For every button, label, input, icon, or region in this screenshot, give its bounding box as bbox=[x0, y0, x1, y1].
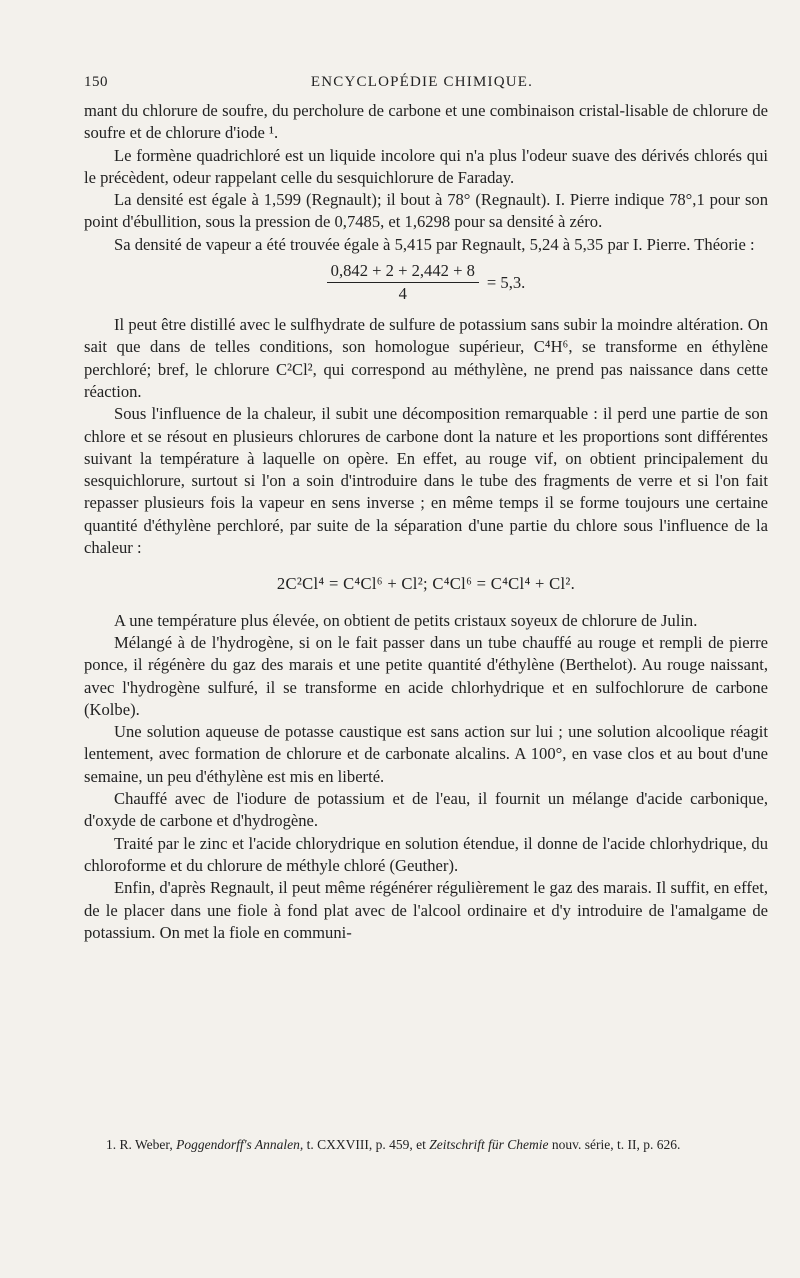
paragraph: mant du chlorure de soufre, du percholure de carbone et une combinaison cristal-lisable de chlorure de soufre et de chlorure d'iode ¹. bbox=[84, 101, 768, 143]
footnote-number: 1. bbox=[106, 1137, 117, 1152]
fraction-result: = 5,3. bbox=[486, 272, 526, 292]
paragraph: Enfin, d'après Regnault, il peut même régénérer régulièrement le gaz des marais. Il suffit, en effet, de le placer dans une fiole à fond plat avec de l'alcool ordinaire et d'y introduire de l'amalgame de potassium. On met la fiole en communi- bbox=[84, 878, 768, 942]
fraction bbox=[327, 261, 479, 305]
paragraph: Il peut être distillé avec le sulfhydrate de sulfure de potassium sans subir la moindre altération. On sait que dans de telles conditions, son homologue supérieur, C⁴H⁶, se transforme en éthylène perchloré; bref, le chlorure C²Cl², qui correspond au méthylène, ne prend pas naissance dans cette réaction. bbox=[84, 315, 768, 401]
page-number: 150 bbox=[84, 74, 108, 90]
fraction-numerator: 0,842 + 2 + 2,442 + 8 bbox=[327, 261, 479, 283]
footnote-author: R. Weber, bbox=[119, 1137, 173, 1152]
paragraph: La densité est égale à 1,599 (Regnault); il bout à 78° (Regnault). I. Pierre indique 78°,1 pour son point d'ébullition, sous la pression de 0,7485, et 1,6298 pour sa densité à zéro. bbox=[84, 190, 768, 232]
paragraph: Traité par le zinc et l'acide chlorydrique en solution étendue, il donne de l'acide chlorhydrique, du chloroforme et du chlorure de méthyle chloré (Geuther). bbox=[84, 833, 768, 875]
footnote-journal: Poggendorff's Annalen, bbox=[176, 1137, 304, 1152]
paragraph: Mélangé à de l'hydrogène, si on le fait passer dans un tube chauffé au rouge et rempli de pierre ponce, il régénère du gaz des marais et une petite quantité d'éthylène (Berthelot). Au rouge naissant, avec l'hydrogène sulfuré, il se transforme en acide chlorhydrique et en sulfochlorure de carbone (Kolbe). bbox=[84, 632, 768, 719]
page-body bbox=[84, 100, 768, 944]
paragraph: Chauffé avec de l'iodure de potassium et de l'eau, il fournit un mélange d'acide carbonique, d'oxyde de carbone et d'hydrogène. bbox=[84, 789, 768, 831]
paragraph: Sa densité de vapeur a été trouvée égale à 5,415 par Regnault, 5,24 à 5,35 par I. Pierre. Théorie : bbox=[114, 234, 755, 254]
paragraph: A une température plus élevée, on obtient de petits cristaux soyeux de chlorure de Julin. bbox=[114, 610, 698, 630]
paragraph: Sous l'influence de la chaleur, il subit une décomposition remarquable : il perd une partie de son chlore et se résout en plusieurs chlorures de carbone dont la nature et les proportions sont différentes suivant la température à laquelle on opère. En effet, au rouge vif, on obtient principalement du sesquichlorure, surtout si l'on a soin d'introduire dans le tube des fragments de verre et si l'on fait repasser plusieurs fois la vapeur en sens inverse ; en même temps il se forme toujours une certaine quantité d'éthylène perchloré, par suite de la séparation d'une partie du chlore sous l'influence de la chaleur : bbox=[84, 404, 768, 558]
footnote bbox=[84, 1136, 768, 1154]
decomposition-equation: 2C²Cl⁴ = C⁴Cl⁶ + Cl²; C⁴Cl⁶ = C⁴Cl⁴ + Cl². bbox=[276, 574, 576, 594]
paragraph: Le formène quadrichloré est un liquide incolore qui n'a plus l'odeur suave des dérivés chlorés qui le précèdent, odeur rappelant celle du sesquichlorure de Faraday. bbox=[84, 145, 768, 187]
paragraph: Une solution aqueuse de potasse caustique est sans action sur lui ; une solution alcoolique réagit lentement, avec formation de chlorure et de carbonate alcalins. A 100°, en vase clos et au bout d'une semaine, un peu d'éthylène est mis en liberté. bbox=[84, 722, 768, 786]
density-formula bbox=[84, 258, 768, 308]
footnote-journal: Zeitschrift für Chemie bbox=[429, 1137, 549, 1152]
running-title: ENCYCLOPÉDIE CHIMIQUE. bbox=[310, 74, 534, 90]
footnote-reference: t. CXXVIII, p. 459, et bbox=[306, 1137, 426, 1152]
page-header bbox=[84, 74, 760, 96]
footnote-text bbox=[84, 1136, 768, 1154]
fraction-denominator: 4 bbox=[398, 284, 407, 304]
footnote-reference: nouv. série, t. II, p. 626. bbox=[551, 1137, 681, 1152]
